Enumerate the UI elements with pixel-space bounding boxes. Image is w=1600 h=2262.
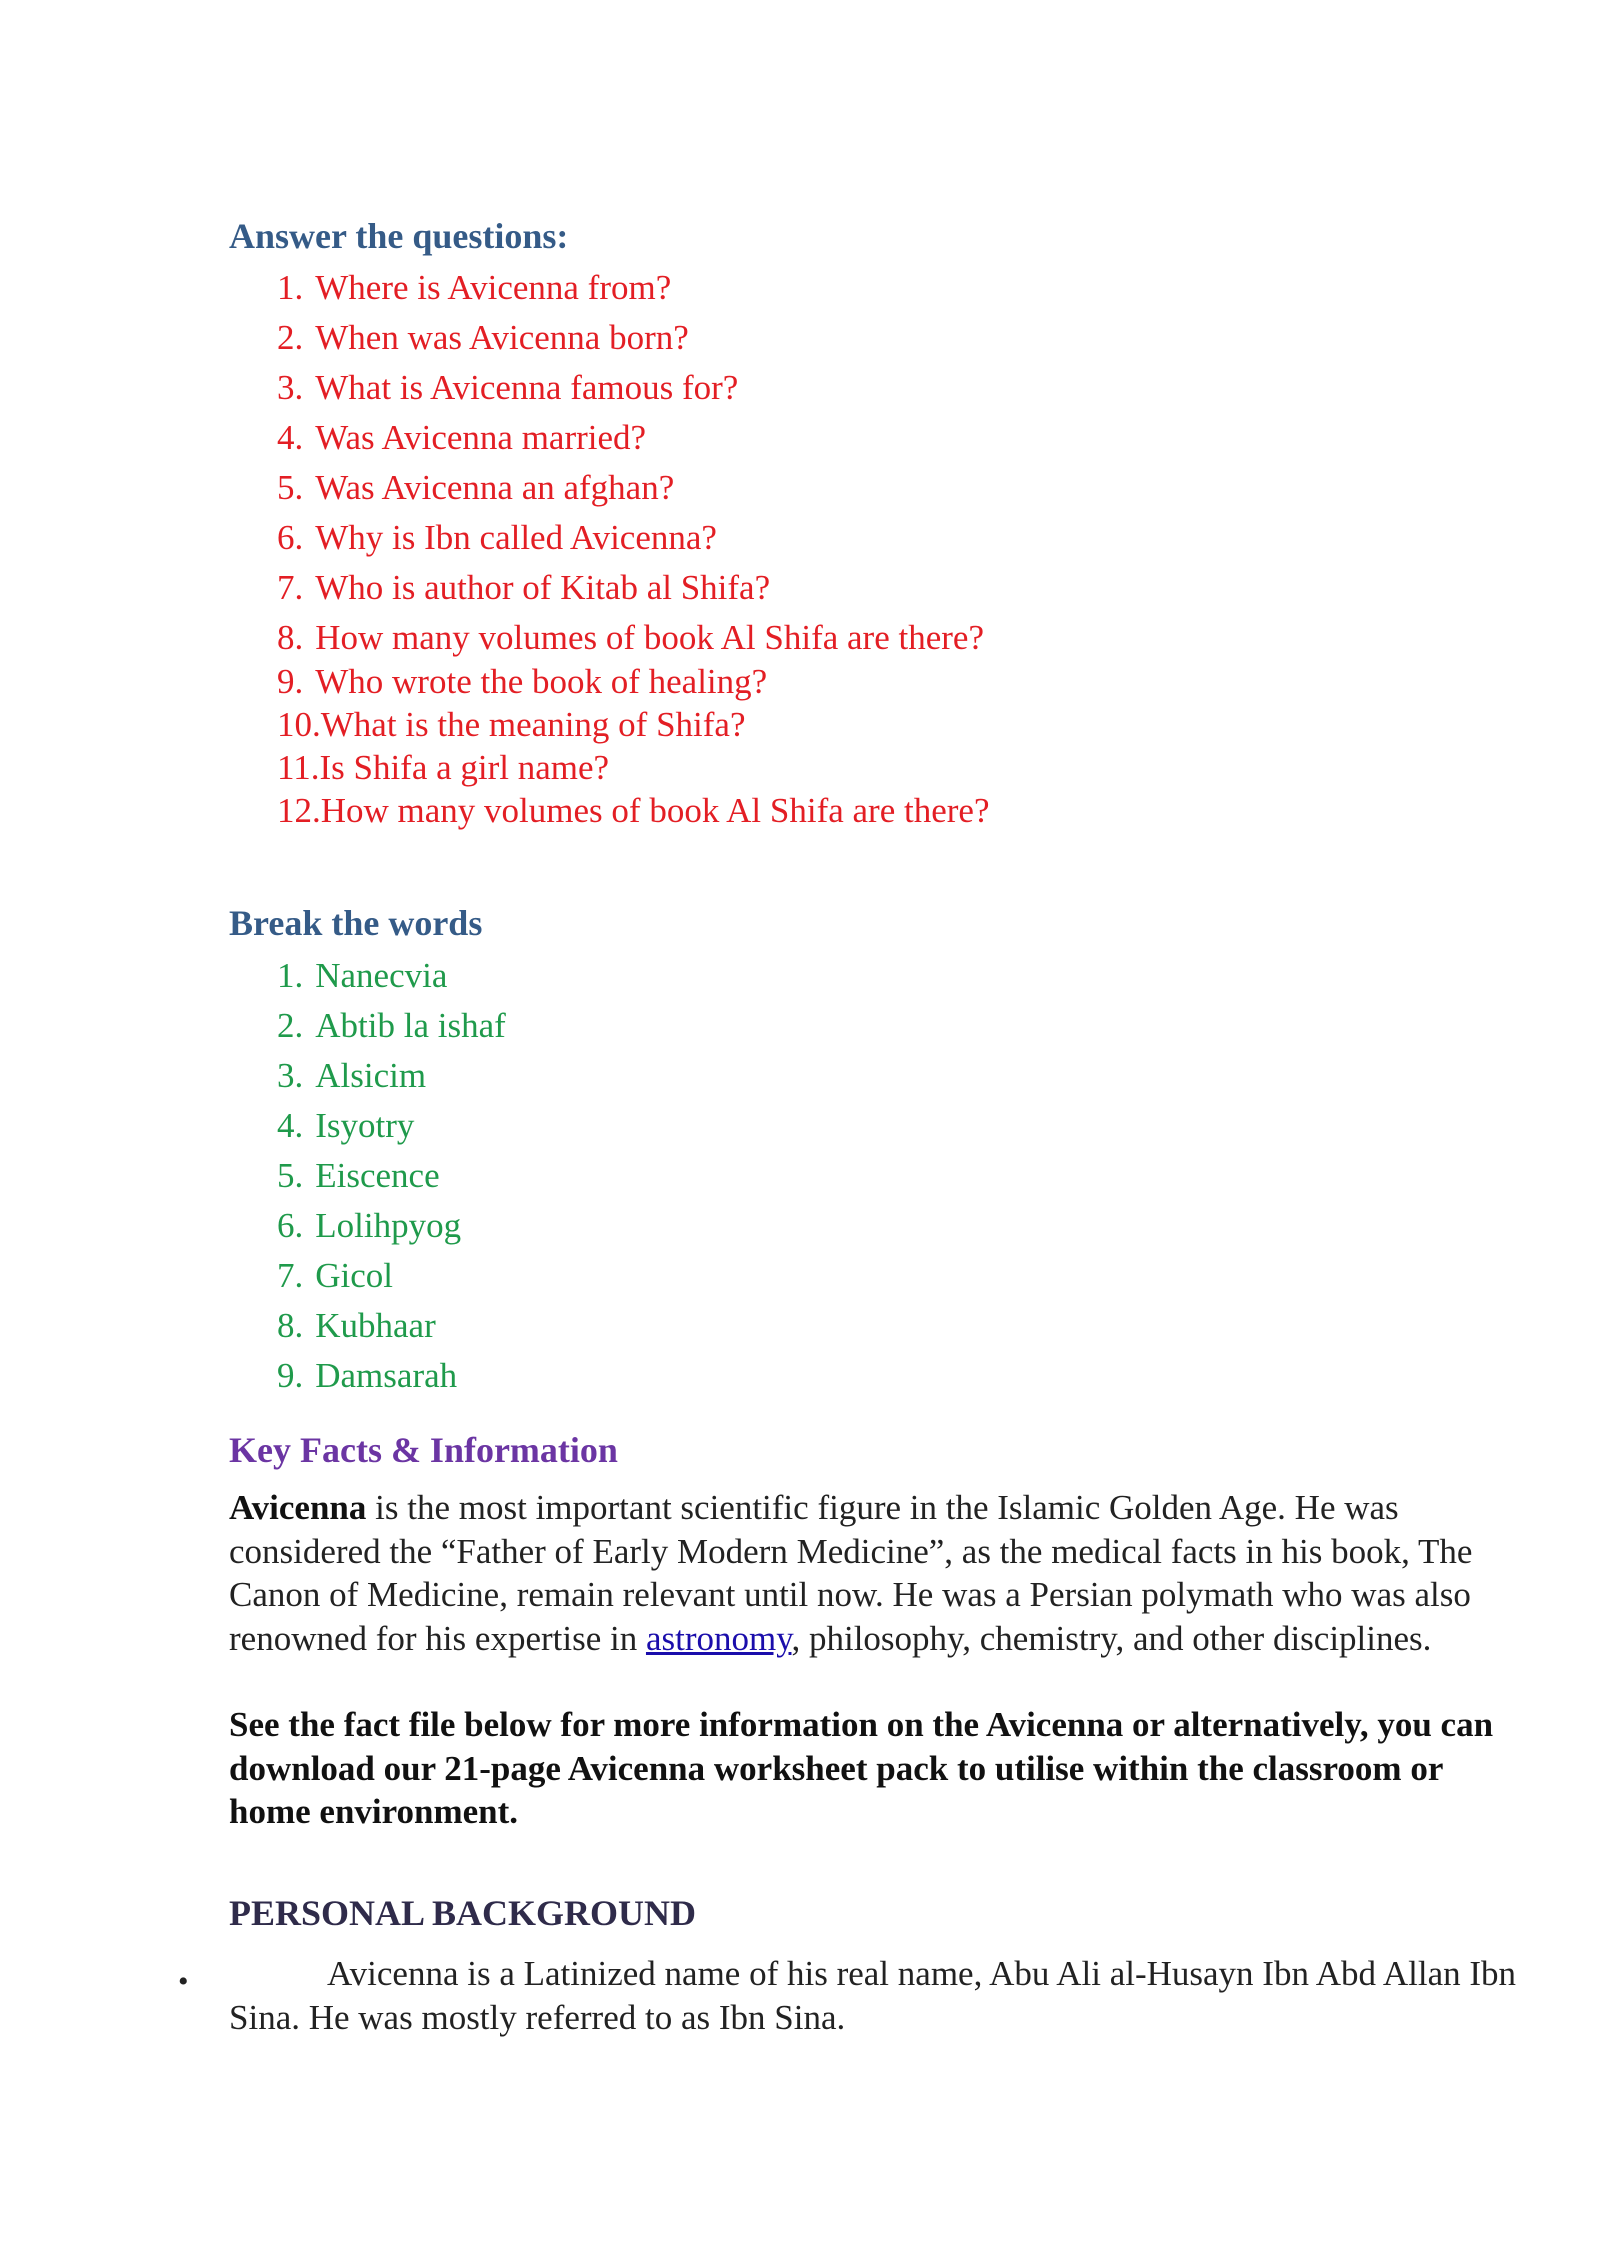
- list-item: [277, 1056, 426, 1096]
- item-number: 4.: [277, 418, 304, 457]
- list-item: [277, 1006, 506, 1046]
- personal-background-paragraph: Avicenna is a Latinized name of his real name, Abu Ali al-Husayn Ibn Abd Allan Ibn Sina. He was mostly referred to as Ibn Sina.: [229, 1954, 1517, 2037]
- item-text: Lolihpyog: [315, 1206, 462, 1245]
- item-number: 11.: [277, 748, 320, 787]
- list-item: [277, 662, 767, 702]
- break-words-heading: Break the words: [229, 903, 483, 943]
- item-number: 3.: [277, 1056, 304, 1095]
- item-text: Damsarah: [315, 1356, 458, 1395]
- item-text: Nanecvia: [315, 956, 448, 995]
- item-number: 6.: [277, 518, 304, 557]
- item-text: Why is Ibn called Avicenna?: [315, 518, 717, 557]
- item-text: Isyotry: [315, 1106, 415, 1145]
- list-item: [277, 1106, 414, 1146]
- item-text: Where is Avicenna from?: [315, 268, 672, 307]
- item-number: 6.: [277, 1206, 304, 1245]
- item-text: How many volumes of book Al Shifa are there?: [320, 791, 990, 830]
- item-text: Was Avicenna an afghan?: [315, 468, 675, 507]
- list-item: [277, 1356, 457, 1396]
- bullet-icon: •: [178, 1965, 189, 1998]
- list-item: [277, 518, 717, 558]
- item-number: 7.: [277, 568, 304, 607]
- intro-text-end: , philosophy, chemistry, and other disciplines.: [791, 1618, 1432, 1658]
- item-text: Abtib la ishaf: [315, 1006, 506, 1045]
- item-number: 7.: [277, 1256, 304, 1295]
- item-number: 4.: [277, 1106, 304, 1145]
- item-number: 1.: [277, 956, 304, 995]
- intro-bold: Avicenna: [229, 1488, 367, 1527]
- list-item: [277, 1156, 440, 1196]
- item-text: Who is author of Kitab al Shifa?: [315, 568, 771, 607]
- item-number: 2.: [277, 318, 304, 357]
- item-text: Gicol: [315, 1256, 394, 1295]
- item-text: What is Avicenna famous for?: [315, 368, 739, 407]
- item-number: 5.: [277, 468, 304, 507]
- item-number: 8.: [277, 1306, 304, 1345]
- item-text: When was Avicenna born?: [315, 318, 689, 357]
- item-text: Is Shifa a girl name?: [319, 748, 610, 787]
- item-number: 9.: [277, 1356, 304, 1395]
- list-item: [277, 1256, 393, 1296]
- list-item: [277, 618, 984, 658]
- item-number: 9.: [277, 662, 304, 701]
- item-text: What is the meaning of Shifa?: [320, 705, 746, 744]
- item-text: How many volumes of book Al Shifa are there?: [315, 618, 984, 657]
- list-item: [277, 956, 447, 996]
- list-item: [277, 568, 770, 608]
- item-text: Alsicim: [315, 1056, 427, 1095]
- key-facts-paragraph: [229, 1486, 1529, 1660]
- list-item: [277, 418, 646, 458]
- list-item: [277, 268, 671, 308]
- item-number: 10.: [277, 705, 321, 744]
- list-item: [277, 468, 674, 508]
- item-number: 12.: [277, 791, 321, 830]
- item-number: 3.: [277, 368, 304, 407]
- list-item: [277, 368, 738, 408]
- fact-file-note: See the fact file below for more information on the Avicenna or alternatively, you can download our 21-page Avicenna worksheet pack to utilise within the classroom or home environment.: [229, 1705, 1494, 1831]
- astronomy-link[interactable]: astronomy: [645, 1618, 792, 1658]
- item-text: Who wrote the book of healing?: [315, 662, 768, 701]
- item-text: Eiscence: [315, 1156, 440, 1195]
- list-item: [277, 1306, 436, 1346]
- item-text: Kubhaar: [315, 1306, 436, 1345]
- list-item: [277, 705, 745, 745]
- item-number: 2.: [277, 1006, 304, 1045]
- item-number: 5.: [277, 1156, 304, 1195]
- list-item: [277, 318, 689, 358]
- item-number: 8.: [277, 618, 304, 657]
- list-item: [277, 791, 989, 831]
- personal-background-heading: PERSONAL BACKGROUND: [229, 1893, 697, 1933]
- list-item: [277, 1206, 461, 1246]
- questions-heading: Answer the questions:: [229, 216, 569, 256]
- key-facts-heading: Key Facts & Information: [229, 1430, 618, 1470]
- list-item: [277, 748, 609, 788]
- item-text: Was Avicenna married?: [315, 418, 647, 457]
- intro-text: is the most important scientific figure in the Islamic Golden Age. He was considered the “Father of Early Modern Medicine”, as the medical facts in his book, The Canon of Medicine, remain relevant until now. He was a Persian polymath who was also renowned for his expertise in: [229, 1488, 1473, 1658]
- item-number: 1.: [277, 268, 304, 307]
